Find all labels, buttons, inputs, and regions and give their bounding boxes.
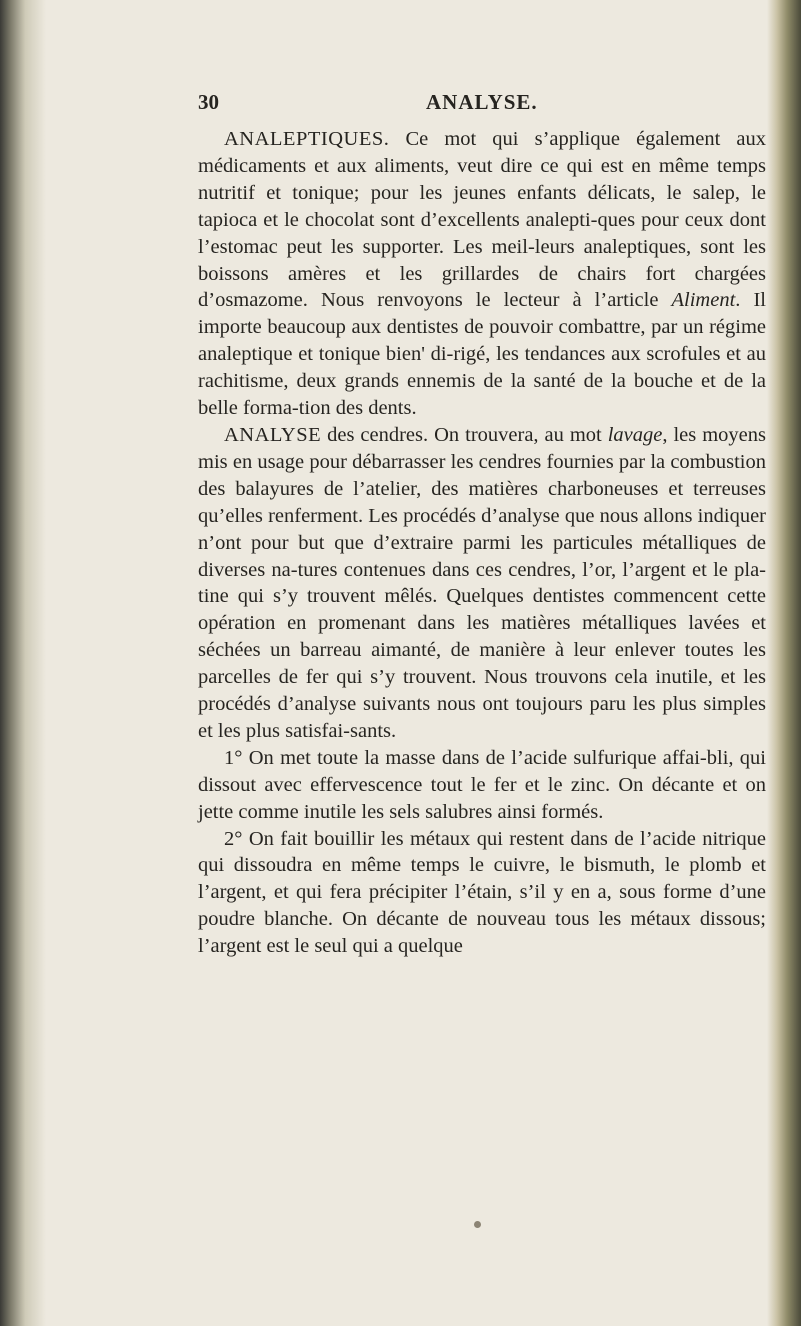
body-text [198, 126, 766, 960]
page-number: 30 [198, 90, 219, 114]
paragraph-step-1: 1° On met toute la masse dans de l’acide sulfurique affai-bli, qui dissout avec effervescence tout le fer et le zinc. On décante et on jette comme inutile les sels salubres ainsi formés. [198, 746, 766, 823]
paragraph-text: des cendres. On trouvera, au mot [321, 423, 608, 446]
paragraph-step-2: 2° On fait bouillir les métaux qui restent dans de l’acide nitrique qui dissoudra en même temps le cuivre, le bismuth, le plomb et l’argent, et qui fera précipiter l’étain, s’il y en a, sous forme d’une poudre blanche. On décante de nouveau tous les métaux dissous; l’argent est le seul qui a quelque [198, 827, 766, 958]
paragraph-analeptiques [198, 126, 766, 422]
entry-term: ANALEPTIQUES. [224, 128, 390, 150]
paragraph-text: Ce mot qui s’applique également aux médicaments et aux aliments, veut dire ce qui est en même temps nutritif et tonique; pour les jeunes enfants délicats, le salep, le tapioca et le chocolat sont d’excellents analepti-ques pour ceux dont l’estomac peut les supporter. Les meil-leurs analeptiques, sont les boissons amères et les grillardes de chairs fort chargées d’osmazome. Nous renvoyons le lecteur à l’article [198, 128, 766, 312]
paragraph-text: , les moyens mis en usage pour débarrasser les cendres fournies par la combustion des balayures de l’atelier, des matières charboneuses et terreuses qu’elles renferment. Les procédés d’analyse que nous allons indiquer n’ont pour but que d’extraire parmi les particules métalliques de diverses na-tures contenues dans ces cendres, l’or, l’argent et le pla-tine qui s’y trouvent mêlés. Quelques dentistes commencent cette opération en promenant dans les matières métalliques lavées et séchées un barreau aimanté, de manière à leur enlever toutes les parcelles de fer qui s’y trouvent. Nous trouvons cela inutile, et les procédés d’analyse suivants nous ont toujours paru les plus simples et les plus satisfai-sants. [198, 423, 766, 742]
page-edge-shadow [767, 0, 801, 1326]
ink-speck [474, 1221, 481, 1228]
book-page [198, 90, 766, 960]
running-head [198, 90, 766, 126]
paragraph-text: . Il importe beaucoup aux dentistes de pouvoir combattre, par un régime analeptique et tonique bien' di-rigé, les tendances aux scrofules et au rachitisme, deux grands ennemis de la santé de la bouche et de la belle forma-tion des dents. [198, 289, 766, 420]
entry-term: ANALYSE [224, 423, 322, 446]
running-title: ANALYSE. [426, 90, 538, 114]
book-binding-shadow [0, 0, 46, 1326]
paragraph-analyse [198, 422, 766, 745]
cross-reference: lavage [607, 423, 663, 446]
cross-reference: Aliment [671, 289, 736, 312]
